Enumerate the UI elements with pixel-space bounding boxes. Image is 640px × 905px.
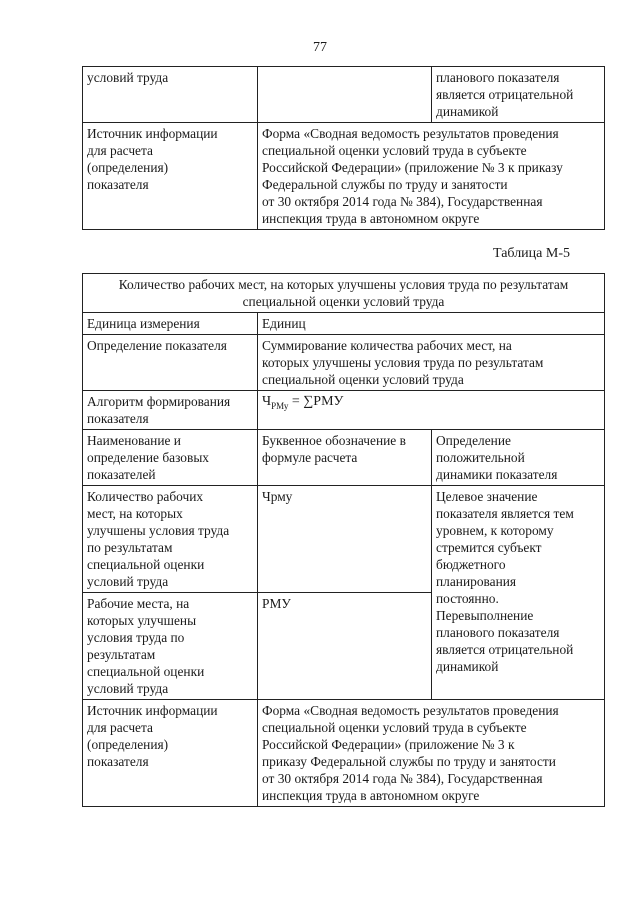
text-line: стремится субъект <box>436 540 542 555</box>
text-line: показателя является тем <box>436 506 574 521</box>
text-line: мест, на которых <box>87 506 183 521</box>
text-line: Определение <box>436 433 511 448</box>
text-line: Источник информации <box>87 703 218 718</box>
text-line: показателя <box>87 177 149 192</box>
text-line: планирования <box>436 574 517 589</box>
table-row <box>83 391 605 430</box>
text-line: условия труда по <box>87 630 185 645</box>
indicator-title <box>83 274 605 313</box>
table-row <box>83 430 605 486</box>
page-number: 77 <box>313 40 327 55</box>
text-line: которых улучшены условия труда по результатам <box>262 355 544 370</box>
definition-label: Определение показателя <box>83 335 258 391</box>
table-caption: Таблица М-5 <box>493 246 570 261</box>
text-line: (определения) <box>87 737 169 752</box>
text-line: показателей <box>87 467 156 482</box>
algorithm-formula: $Ч_{РМу} = \sum РМУ$ <box>258 391 605 430</box>
text-line: которых улучшены <box>87 613 197 628</box>
source-value <box>258 700 605 807</box>
table-row <box>83 486 605 593</box>
text-line: уровнем, к которому <box>436 523 554 538</box>
source-label <box>83 123 258 230</box>
source-label <box>83 700 258 807</box>
text-line: условий труда <box>87 681 169 696</box>
text-line: показателя <box>87 754 149 769</box>
text-line: Целевое значение <box>436 489 538 504</box>
column-header <box>432 430 605 486</box>
text-line: результатам <box>87 647 156 662</box>
text-line: улучшены условия труда <box>87 523 230 538</box>
table-row <box>83 335 605 391</box>
indicator-table-m5 <box>82 273 605 807</box>
algorithm-label <box>83 391 258 430</box>
text-line: Перевыполнение <box>436 608 534 623</box>
text-line: для расчета <box>87 143 153 158</box>
text-line: условий труда <box>87 70 169 85</box>
table-row <box>83 274 605 313</box>
table-cell <box>258 67 432 123</box>
base-indicator-name <box>83 486 258 593</box>
text-line: Суммирование количества рабочих мест, на <box>262 338 512 353</box>
text-line: является отрицательной <box>436 642 574 657</box>
text-line: специальной оценки условий труда в субъекте <box>262 720 527 735</box>
text-line: Буквенное обозначение в <box>262 433 406 448</box>
text-line: является отрицательной <box>436 87 574 102</box>
text-line: инспекция труда в автономном округе <box>262 788 480 803</box>
text-line: положительной <box>436 450 525 465</box>
text-line: Форма «Сводная ведомость результатов проведения <box>262 703 559 718</box>
text-line: специальной оценки условий труда <box>262 372 464 387</box>
column-header <box>83 430 258 486</box>
text-line: Российской Федерации» (приложение № 3 к <box>262 737 515 752</box>
text-line: определение базовых <box>87 450 210 465</box>
text-line: условий труда <box>87 574 169 589</box>
source-value <box>258 123 605 230</box>
text-line: динамики показателя <box>436 467 558 482</box>
text-line: Федеральной службы по труду и занятости <box>262 177 508 192</box>
indicator-table-continued <box>82 66 605 230</box>
text-line: показателя <box>87 411 149 426</box>
text-line: динамикой <box>436 104 499 119</box>
text-line: специальной оценки условий труда <box>242 294 445 309</box>
definition-value <box>258 335 605 391</box>
text-line: Количество рабочих <box>87 489 204 504</box>
text-line: планового показателя <box>436 625 560 640</box>
unit-label: Единица измерения <box>83 313 258 335</box>
text-line: (определения) <box>87 160 169 175</box>
base-indicator-symbol: Чрму <box>258 486 432 593</box>
table-row <box>83 67 605 123</box>
text-line: специальной оценки <box>87 557 205 572</box>
text-line: формуле расчета <box>262 450 358 465</box>
text-line: Наименование и <box>87 433 181 448</box>
text-line: Количество рабочих мест, на которых улучшены условия труда по результатам <box>118 277 569 292</box>
table-cell <box>432 67 605 123</box>
text-line: Форма «Сводная ведомость результатов проведения <box>262 126 559 141</box>
text-line: динамикой <box>436 659 499 674</box>
text-line: Источник информации <box>87 126 218 141</box>
text-line: постоянно. <box>436 591 499 606</box>
text-line: инспекция труда в автономном округе <box>262 211 480 226</box>
text-line: специальной оценки условий труда в субъекте <box>262 143 527 158</box>
table-row <box>83 313 605 335</box>
table-row <box>83 700 605 807</box>
text-line: от 30 октября 2014 года № 384), Государственная <box>262 771 543 786</box>
text-line: планового показателя <box>436 70 560 85</box>
table-cell <box>83 67 258 123</box>
text-line: специальной оценки <box>87 664 205 679</box>
base-indicator-symbol: РМУ <box>258 593 432 700</box>
text-line: от 30 октября 2014 года № 384), Государственная <box>262 194 543 209</box>
table-row <box>83 123 605 230</box>
text-line: Алгоритм формирования <box>87 394 231 409</box>
text-line: по результатам <box>87 540 173 555</box>
text-line: бюджетного <box>436 557 506 572</box>
dynamics-description <box>432 486 605 700</box>
unit-value: Единиц <box>258 313 605 335</box>
base-indicator-name <box>83 593 258 700</box>
text-line: Российской Федерации» (приложение № 3 к приказу <box>262 160 563 175</box>
column-header <box>258 430 432 486</box>
text-line: Рабочие места, на <box>87 596 190 611</box>
text-line: приказу Федеральной службы по труду и занятости <box>262 754 556 769</box>
text-line: для расчета <box>87 720 153 735</box>
